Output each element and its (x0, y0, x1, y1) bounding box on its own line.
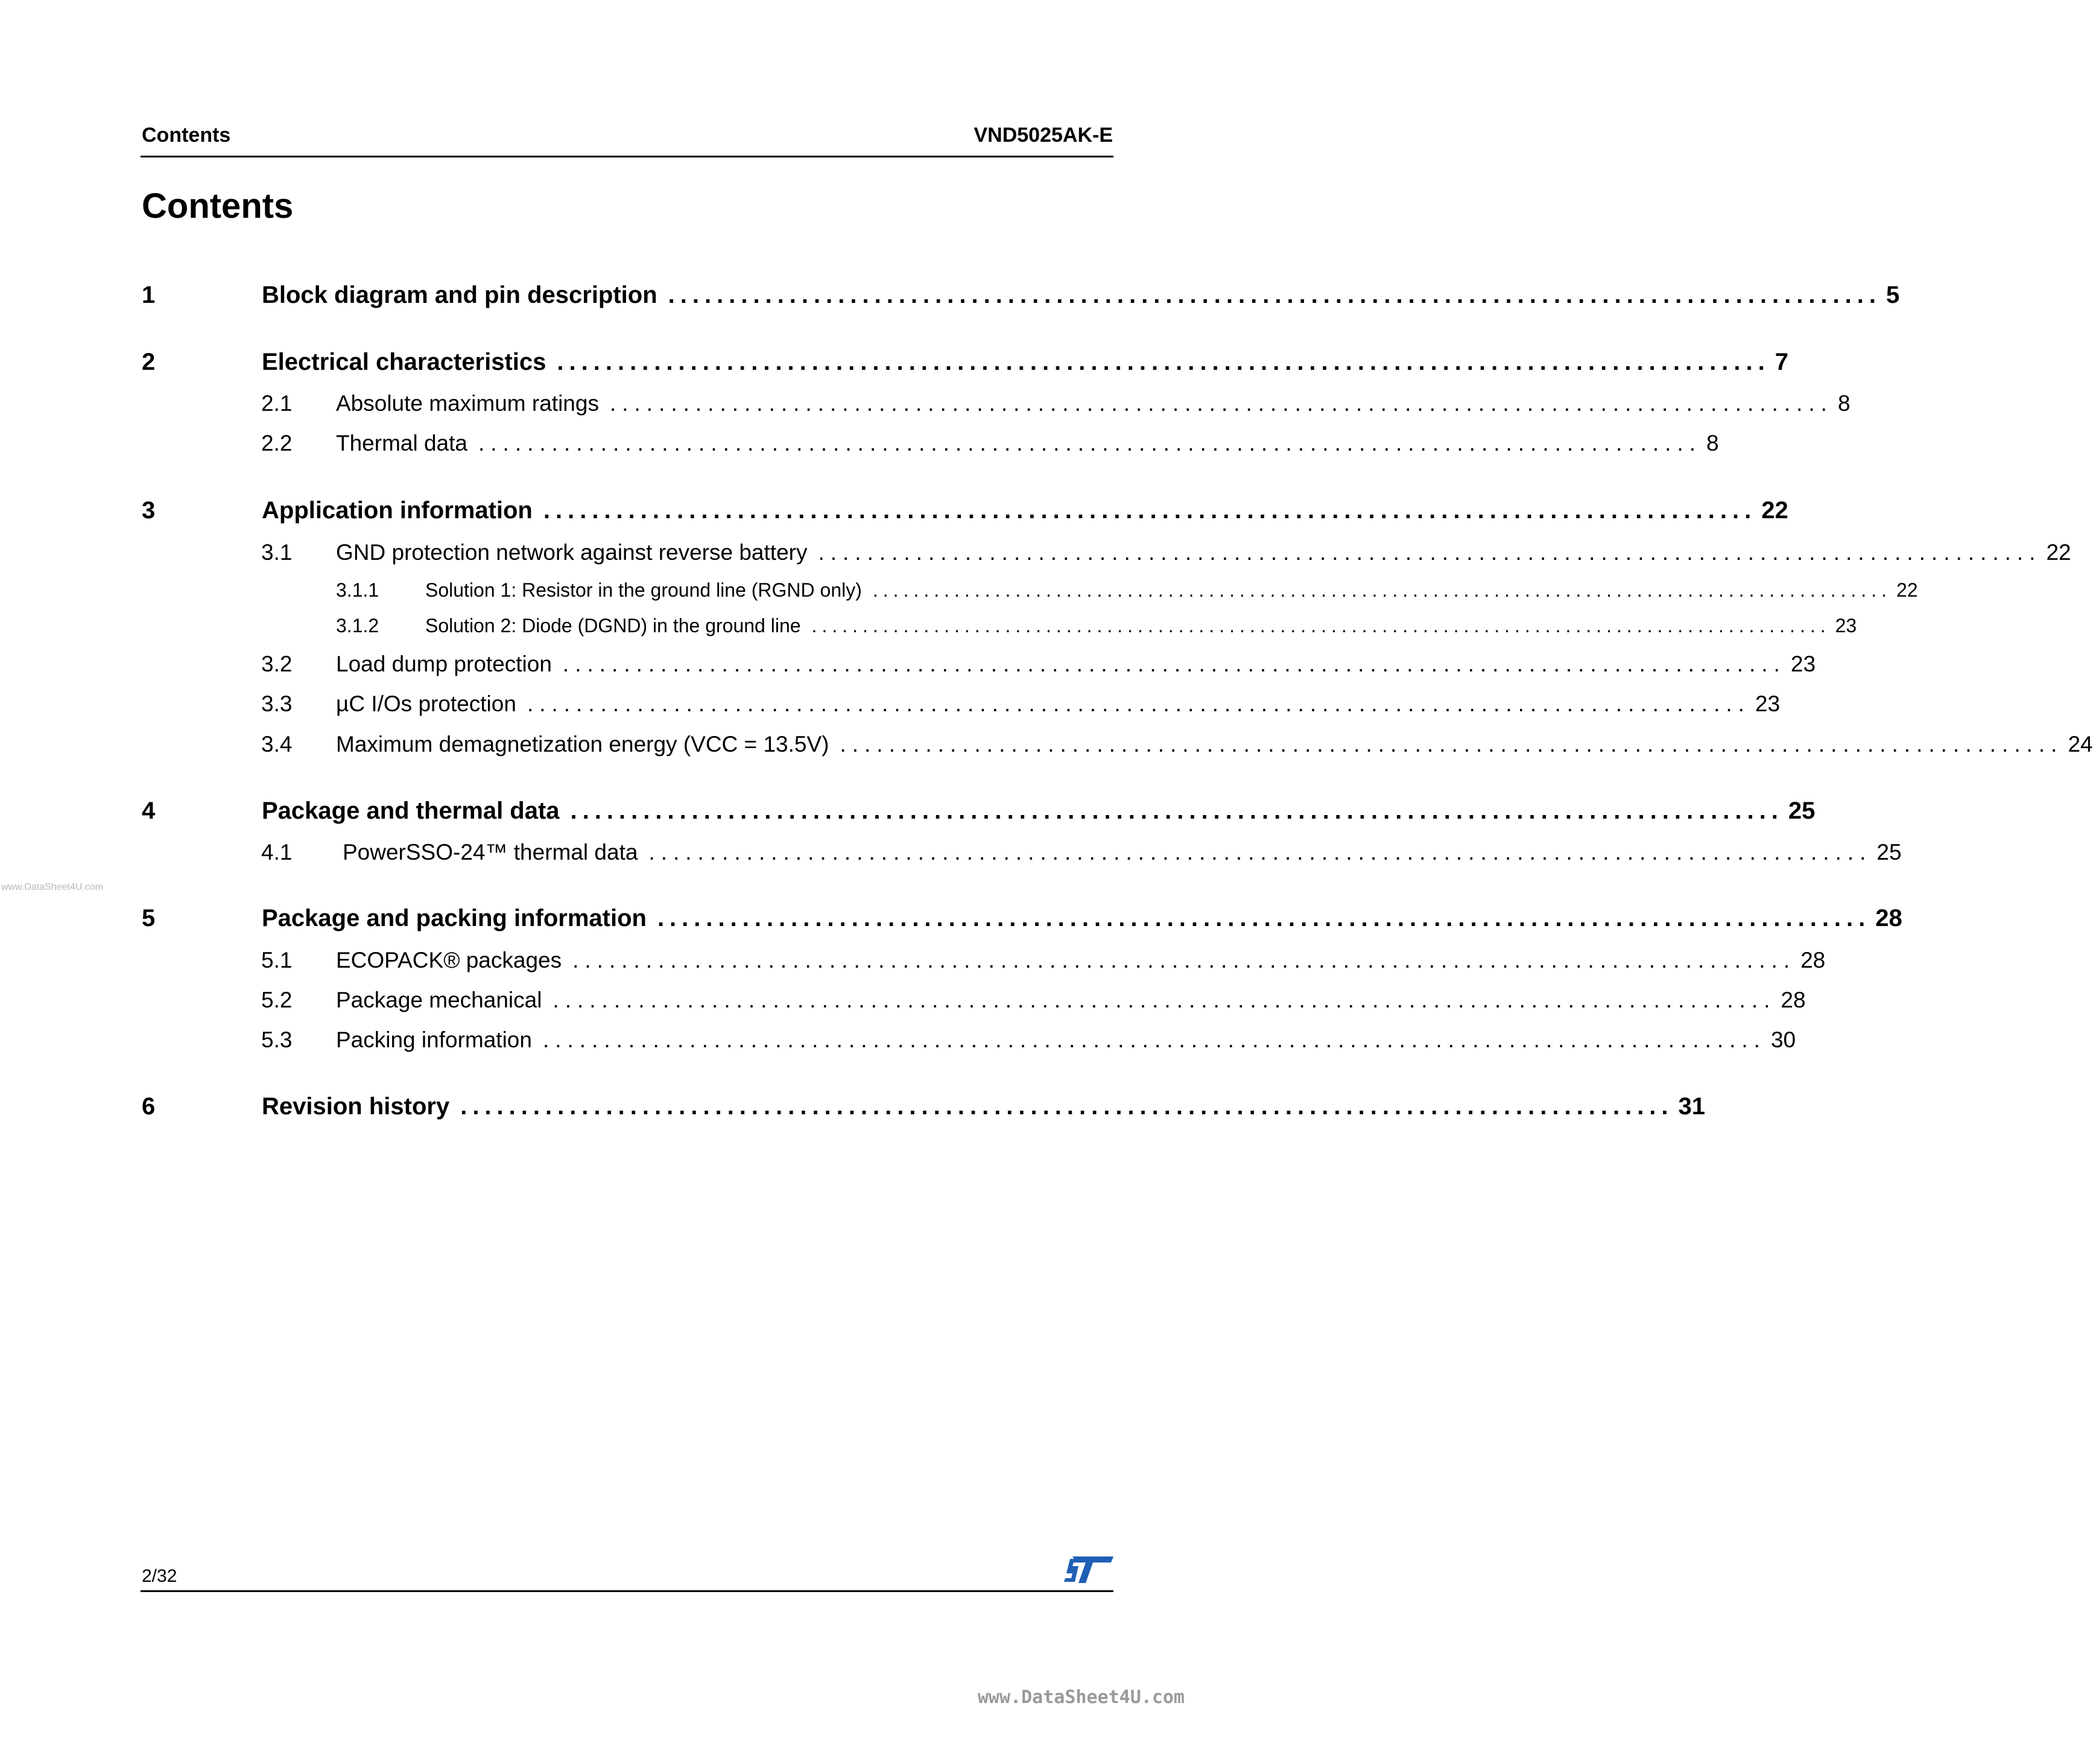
running-header-section: Contents (142, 124, 231, 147)
toc-entry-title: Electrical characteristics (262, 349, 546, 375)
toc-entry-page: 28 (1800, 948, 1826, 972)
dot-leader: .................................................................................................... (557, 349, 1770, 375)
toc-entry-number: 6 (142, 1093, 156, 1120)
toc-entry-page: 24 (2068, 732, 2093, 757)
toc-entry-page: 28 (1875, 905, 1902, 931)
dot-leader: .................................................................................................... (570, 798, 1784, 824)
page-title: Contents (142, 186, 294, 226)
toc-entry-number: 2.2 (261, 431, 293, 455)
toc-entry-title: µC I/Os protection (336, 691, 516, 716)
toc-entry-title: Package and packing information (262, 905, 647, 931)
dot-leader: .................................................................................................... (478, 431, 1702, 455)
toc-entry-page: 30 (1770, 1027, 1796, 1052)
dot-leader: .................................................................................................... (872, 579, 1892, 601)
toc-entry-title: Absolute maximum ratings (336, 391, 599, 416)
toc-entry-page: 31 (1678, 1093, 1706, 1120)
toc-entry-number: 5 (142, 905, 156, 931)
toc-entry-number: 2 (142, 349, 156, 375)
toc-entry-page: 23 (1790, 652, 1816, 676)
dot-leader: .................................................................................................... (811, 615, 1831, 636)
toc-entry-title: Block diagram and pin description (262, 282, 657, 308)
running-header-part-number: VND5025AK-E (974, 124, 1113, 147)
dot-leader: .................................................................................................... (542, 1027, 1766, 1052)
toc-entry-page: 23 (1755, 691, 1781, 716)
toc-entry-number: 2.1 (261, 391, 293, 416)
dot-leader: .................................................................................................... (553, 988, 1776, 1012)
toc-entry-number: 5.1 (261, 948, 293, 972)
toc-entry-page: 25 (1876, 840, 1902, 865)
toc-entry-title: PowerSSO-24™ thermal data (343, 840, 638, 865)
side-watermark: www.DataSheet4U.com (1, 882, 103, 892)
toc-entry-title: Package and thermal data (262, 798, 560, 824)
toc-entry-number: 1 (142, 282, 156, 308)
dot-leader: .................................................................................................... (818, 540, 2042, 565)
toc-entry-title: Solution 1: Resistor in the ground line (RGND only) (425, 579, 862, 601)
toc-entry-title: Thermal data (336, 431, 467, 455)
toc-entry-page: 8 (1837, 391, 1851, 416)
toc-entry-page: 28 (1781, 988, 1806, 1012)
toc-entry-page: 22 (1761, 497, 1788, 524)
toc-entry-title: GND protection network against reverse battery (336, 540, 808, 565)
toc-entry-number: 3.1.2 (336, 615, 379, 636)
toc-entry-number: 3.4 (261, 732, 293, 757)
toc-entry-title: ECOPACK® packages (336, 948, 562, 972)
st-logo-icon (1064, 1554, 1113, 1585)
toc-entry-page: 23 (1835, 615, 1857, 636)
toc-entry-title: Package mechanical (336, 988, 542, 1012)
toc-entry-number: 5.2 (261, 988, 293, 1012)
toc-entry-number: 3.2 (261, 652, 293, 676)
dot-leader: .................................................................................................... (648, 840, 1872, 865)
bottom-watermark: www.DataSheet4U.com (977, 1687, 1185, 1708)
page-indicator: 2/32 (142, 1566, 177, 1586)
toc-entry-title: Solution 2: Diode (DGND) in the ground line (425, 615, 801, 636)
toc-entry-number: 5.3 (261, 1027, 293, 1052)
toc-entry-page: 22 (2046, 540, 2071, 565)
toc-entry-page: 25 (1788, 798, 1816, 824)
dot-leader: .................................................................................................... (460, 1093, 1674, 1120)
toc-entry-page: 5 (1886, 282, 1900, 308)
toc-entry-number: 3.1 (261, 540, 293, 565)
dot-leader: .................................................................................................... (543, 497, 1757, 524)
toc-entry-title: Application information (262, 497, 533, 524)
dot-leader: .................................................................................................... (527, 691, 1750, 716)
toc-entry-title: Maximum demagnetization energy (VCC = 13.5V) (336, 732, 829, 757)
footer-divider (141, 1590, 1113, 1592)
dot-leader: .................................................................................................... (840, 732, 2063, 757)
header-divider (141, 156, 1113, 157)
toc-entry-number: 4 (142, 798, 156, 824)
dot-leader: .................................................................................................... (668, 282, 1881, 308)
toc-entry-number: 3.3 (261, 691, 293, 716)
toc-entry-number: 3.1.1 (336, 579, 379, 601)
toc-entry-number: 3 (142, 497, 156, 524)
toc-entry-title: Revision history (262, 1093, 450, 1120)
toc-entry-page: 7 (1775, 349, 1788, 375)
dot-leader: .................................................................................................... (609, 391, 1833, 416)
toc-entry-page: 8 (1706, 431, 1719, 455)
toc-entry-title: Load dump protection (336, 652, 552, 676)
toc-entry-page: 22 (1896, 579, 1918, 601)
dot-leader: .................................................................................................... (562, 652, 1786, 676)
dot-leader: .................................................................................................... (657, 905, 1871, 931)
toc-entry-number: 4.1 (261, 840, 293, 865)
dot-leader: .................................................................................................... (572, 948, 1796, 972)
toc-entry-title: Packing information (336, 1027, 532, 1052)
